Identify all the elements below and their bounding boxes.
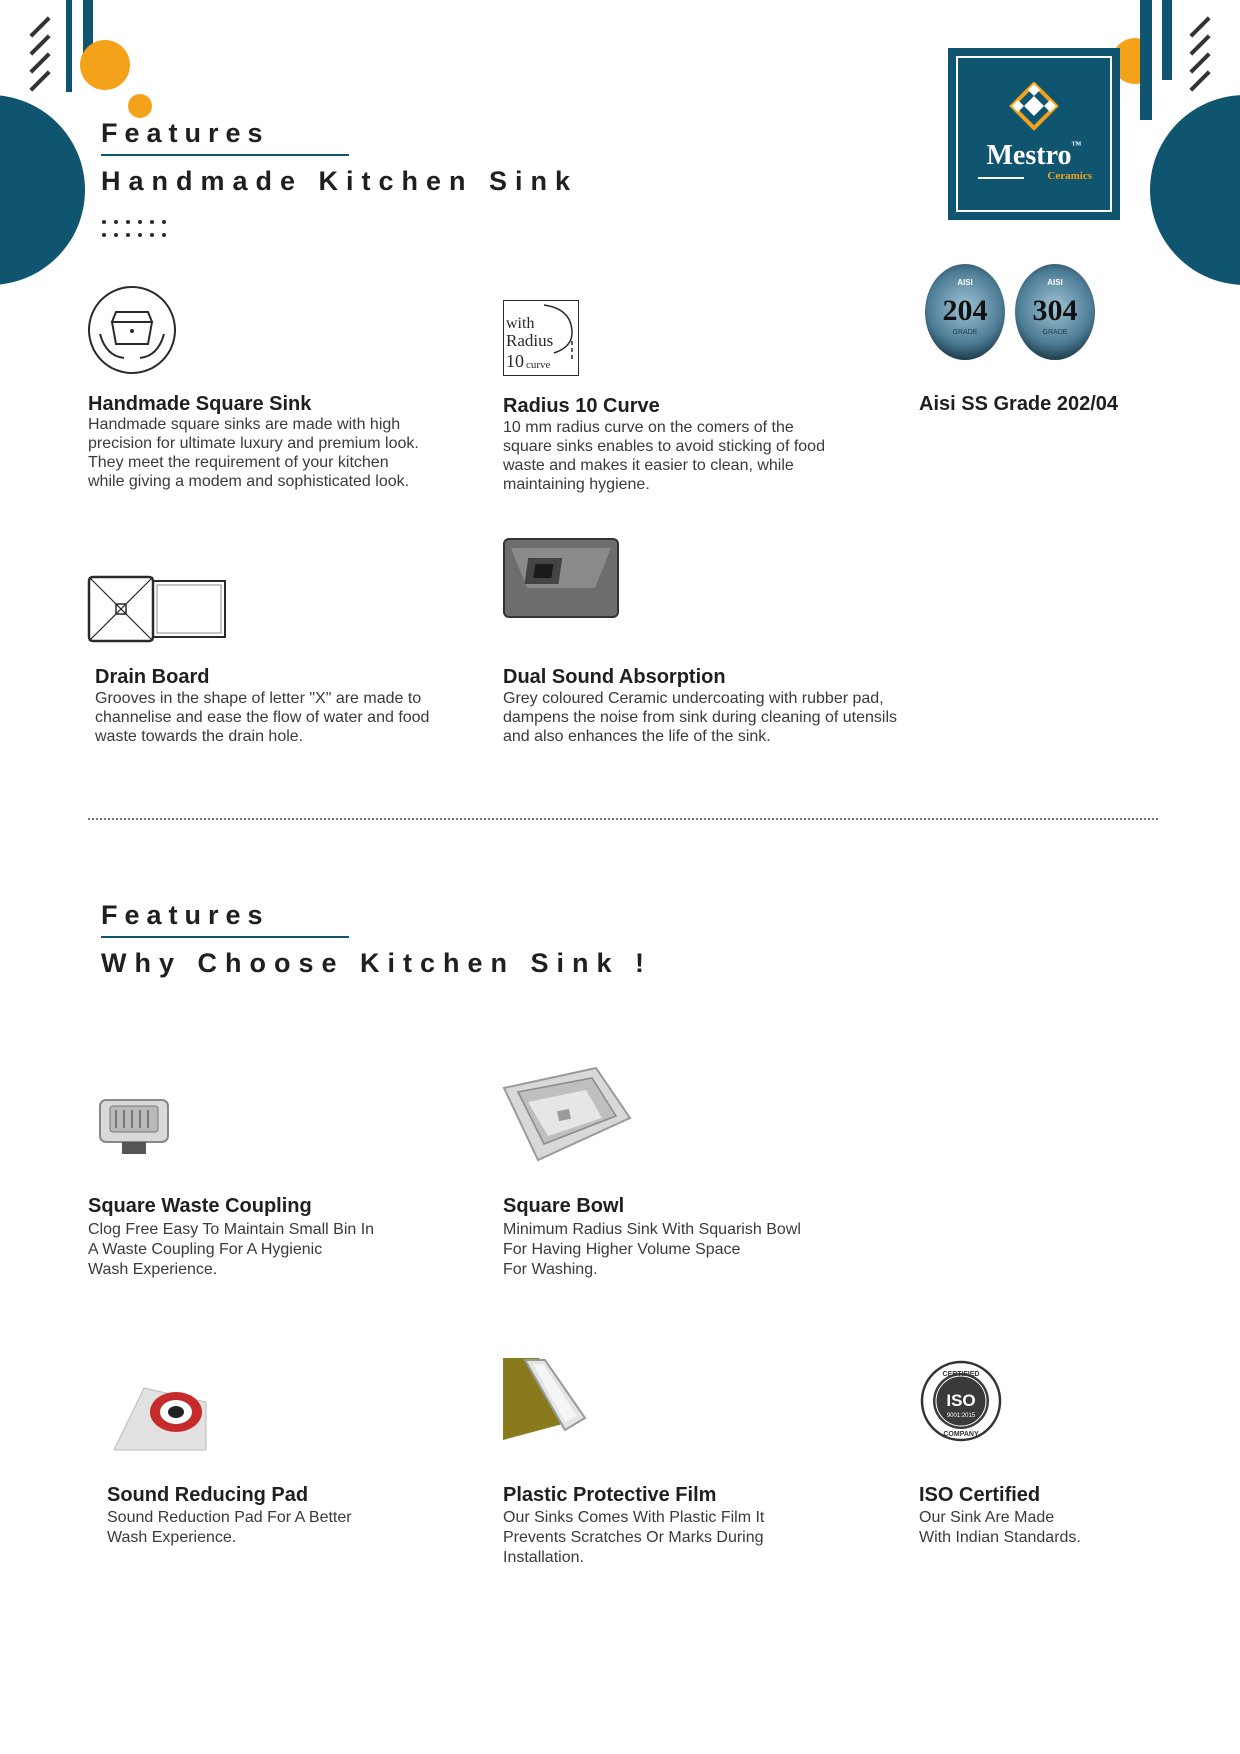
grade-badge-304: AISI 304 GRADE: [1015, 264, 1095, 360]
iso-certified-icon: [920, 1360, 1002, 1442]
radius-icon-text-with: with: [506, 315, 535, 332]
feature-body: Grey coloured Ceramic undercoating with rubber pad, dampens the noise from sink during cleaning of utensils and also enhances the life of the sink.: [503, 690, 897, 745]
radius-icon-text-curve: curve: [526, 359, 551, 371]
radius-icon-text-radius: Radius: [506, 331, 554, 350]
feature-body: 10 mm radius curve on the comers of the square sinks enables to avoid sticking of food waste and makes it easier to clean, while maintaining hygiene.: [503, 419, 825, 493]
logo-sub: Ceramics: [1047, 170, 1092, 182]
grade-badge-204: AISI 204 GRADE: [925, 264, 1005, 360]
feature-body: Minimum Radius Sink With Squarish Bowl For Having Higher Volume Space For Washing.: [503, 1221, 801, 1278]
section2-heading: Why Choose Kitchen Sink !: [101, 948, 653, 978]
feature-title: ISO Certified: [919, 1484, 1041, 1506]
feature-title: Drain Board: [95, 666, 210, 688]
decor-hatch: [29, 70, 50, 91]
decor-hatch: [1189, 70, 1210, 91]
logo-underline: [978, 177, 1024, 179]
decor-bar-right: [1140, 0, 1152, 120]
feature-title: Sound Reducing Pad: [107, 1484, 309, 1506]
section1-eyebrow: Features: [101, 118, 270, 148]
decor-bar-right-white: [1152, 0, 1162, 130]
section1-rule: [101, 154, 349, 156]
section-divider: [88, 818, 1158, 820]
square-bowl-icon: [500, 1066, 634, 1164]
feature-title: Dual Sound Absorption: [503, 666, 726, 688]
feature-body: Sound Reduction Pad For A Better Wash Experience.: [107, 1509, 352, 1546]
decor-circle-right: [1150, 95, 1240, 285]
feature-title: Aisi SS Grade 202/04: [919, 393, 1119, 415]
feature-body: Our Sink Are Made With Indian Standards.: [919, 1509, 1081, 1546]
logo-brand-name: Mestro™: [986, 140, 1082, 171]
drain-board-icon: [86, 574, 230, 644]
decor-dot-small-left: [128, 94, 152, 118]
sound-pad-icon: [110, 1380, 210, 1452]
iso-badge-top-text: CERTIFIED: [942, 1371, 980, 1378]
feature-title: Radius 10 Curve: [503, 395, 660, 417]
brand-logo: [948, 48, 1120, 220]
iso-badge-std-text: 9001:2015: [946, 1413, 976, 1419]
iso-badge-mid-text: ISO: [946, 1391, 976, 1410]
feature-body: Clog Free Easy To Maintain Small Bin In A Waste Coupling For A Hygienic Wash Experience.: [88, 1221, 375, 1278]
dot-grid: [102, 220, 166, 237]
logo-mark-icon: [1004, 82, 1064, 138]
feature-title: Square Waste Coupling: [88, 1195, 312, 1217]
feature-body: Handmade square sinks are made with high precision for ultimate luxury and premium look. They meet the requirement of your kitchen while giving a modem and sophisticated look.: [88, 416, 419, 490]
sound-absorption-icon: [503, 538, 619, 618]
iso-badge-bottom-text: COMPANY: [943, 1431, 979, 1438]
protective-film-icon: [503, 1358, 587, 1442]
feature-title: Square Bowl: [503, 1195, 625, 1217]
feature-title: Handmade Square Sink: [88, 393, 312, 415]
feature-body: Our Sinks Comes With Plastic Film It Prevents Scratches Or Marks During Installation.: [503, 1509, 765, 1566]
section2-eyebrow: Features: [101, 900, 270, 930]
feature-title: Plastic Protective Film: [503, 1484, 717, 1506]
section2-rule: [101, 936, 349, 938]
decor-bar-right-2: [1162, 0, 1172, 80]
radius-curve-icon: [503, 300, 579, 376]
feature-body: Grooves in the shape of letter "X" are made to channelise and ease the flow of water and food waste towards the drain hole.: [95, 690, 430, 745]
decor-dot-large-left: [80, 40, 130, 90]
waste-coupling-icon: [96, 1092, 172, 1158]
handmade-sink-icon: [86, 284, 178, 376]
radius-icon-text-10: 10: [506, 351, 524, 371]
section1-heading: Handmade Kitchen Sink: [101, 166, 579, 196]
